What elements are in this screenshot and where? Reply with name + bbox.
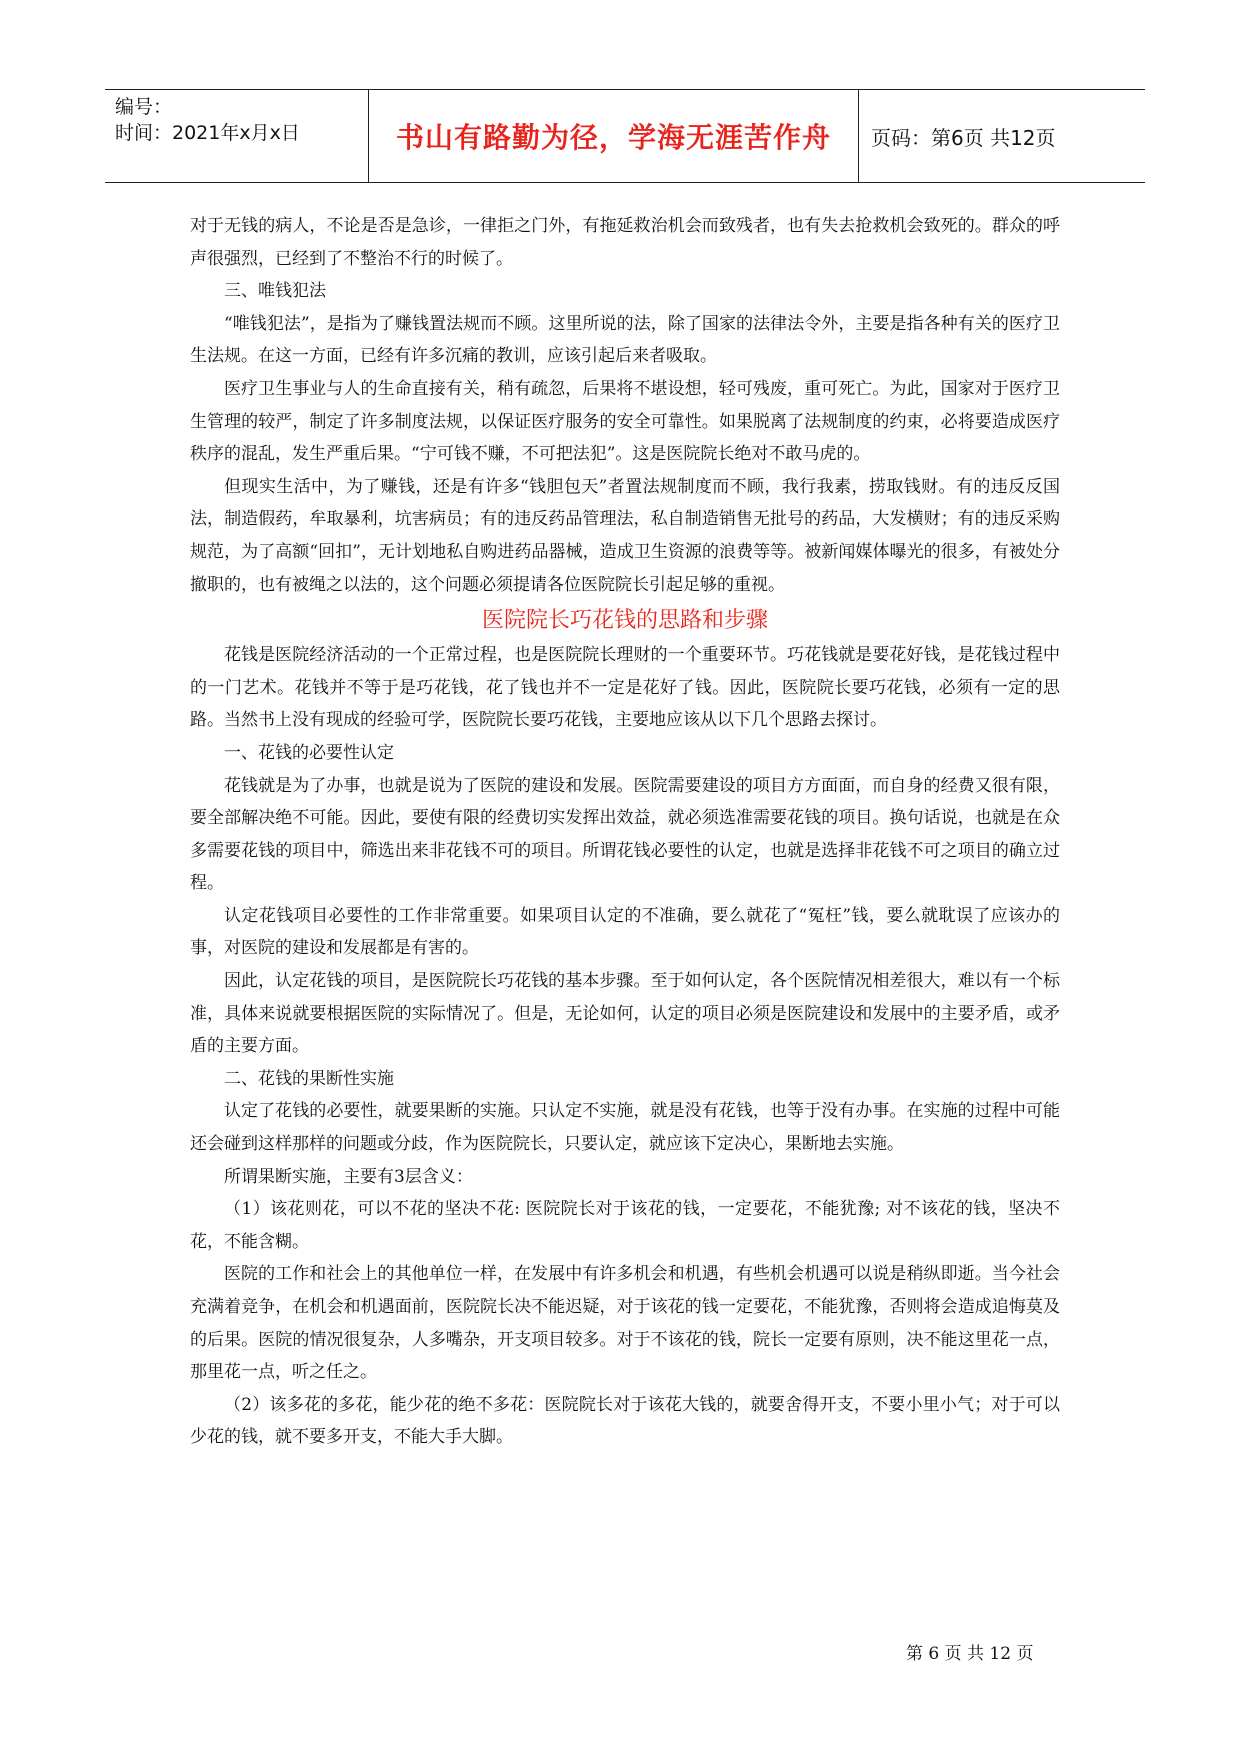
body-paragraph: 所谓果断实施，主要有3层含义： xyxy=(224,1166,473,1187)
body-paragraph: 花钱是医院经济活动的一个正常过程，也是医院院长理财的一个重要环节。巧花钱就是要花好钱，是花钱过程中的一门艺术。花钱并不等于是巧花钱，花了钱也并不一定是花好了钱。因此，医院院长要巧花钱，必须有一定的思路。当然书上没有现成的经验可学，医院院长要巧花钱，主要地应该从以下几个思路去探讨。 xyxy=(190,645,1060,731)
time-label: 时间：2021年x月x日 xyxy=(115,122,300,144)
body-paragraph: 医院的工作和社会上的其他单位一样，在发展中有许多机会和机遇，有些机会机遇可以说是稍纵即逝。当今社会充满着竞争，在机会和机遇面前，医院院长决不能迟疑，对于该花的钱一定要花，不能犹豫，否则将会造成追悔莫及的后果。医院的情况很复杂，人多嘴杂，开支项目较多。对于不该花的钱，院长一定要有原则，决不能这里花一点，那里花一点，听之任之。 xyxy=(190,1264,1060,1383)
section-heading: 医院院长巧花钱的思路和步骤 xyxy=(481,608,768,634)
body-paragraph: “唯钱犯法”，是指为了赚钱置法规而不顾。这里所说的法，除了国家的法律法令外，主要是指各种有关的医疗卫生法规。在这一方面，已经有许多沉痛的教训，应该引起后来者吸取。 xyxy=(190,313,1060,367)
body-paragraph: 二、花钱的果断性实施 xyxy=(224,1068,394,1089)
document-body xyxy=(190,210,1060,1454)
body-paragraph: （1）该花则花，可以不花的坚决不花: 医院院长对于该花的钱，一定要花，不能犹豫; 对不该花的钱，坚决不花，不能含糊。 xyxy=(190,1199,1060,1252)
body-paragraph: 但现实生活中，为了赚钱，还是有许多“钱胆包天”者置法规制度而不顾，我行我素，捞取钱财。有的违反反国法，制造假药，牟取暴利，坑害病员；有的违反药品管理法，私自制造销售无批号的药品，大发横财；有的违反采购规范，为了高额“回扣”，无计划地私自购进药品器械，造成卫生资源的浪费等等。被新闻媒体曝光的很多，有被处分撤职的，也有被绳之以法的，这个问题必须提请各位医院院长引起足够的重视。 xyxy=(190,476,1060,595)
body-paragraph: 花钱就是为了办事，也就是说为了医院的建设和发展。医院需要建设的项目方方面面，而自身的经费又很有限，要全部解决绝不可能。因此，要使有限的经费切实发挥出效益，就必须选准需要花钱的项目。换句话说，也就是在众多需要花钱的项目中，筛选出来非花钱不可的项目。所谓花钱必要性的认定，也就是选择非花钱不可之项目的确立过程。 xyxy=(190,775,1060,894)
body-paragraph: 一、花钱的必要性认定 xyxy=(224,742,394,763)
page-label: 页码：第6页 共12页 xyxy=(871,125,1056,150)
page-header xyxy=(105,89,1145,183)
motto-text: 书山有路勤为径，学海无涯苦作舟 xyxy=(395,121,831,154)
body-paragraph: 三、唯钱犯法 xyxy=(224,281,326,302)
body-paragraph: 医疗卫生事业与人的生命直接有关，稍有疏忽，后果将不堪设想，轻可残废，重可死亡。为此，国家对于医疗卫生管理的较严，制定了许多制度法规，以保证医疗服务的安全可靠性。如果脱离了法规制度的约束，必将要造成医疗秩序的混乱，发生严重后果。“宁可钱不赚，不可把法犯”。这是医院院长绝对不敢马虎的。 xyxy=(190,378,1060,465)
header-left-cell xyxy=(105,90,369,182)
body-paragraph: 认定了花钱的必要性，就要果断的实施。只认定不实施，就是没有花钱，也等于没有办事。在实施的过程中可能还会碰到这样那样的问题或分歧，作为医院院长，只要认定，就应该下定决心，果断地去实施。 xyxy=(190,1101,1060,1155)
header-page-cell xyxy=(859,90,1145,182)
body-paragraph: （2）该多花的多花，能少花的绝不多花：医院院长对于该花大钱的，就要舍得开支，不要小里小气；对于可以少花的钱，就不要多开支，不能大手大脚。 xyxy=(190,1394,1060,1448)
header-motto-cell xyxy=(369,90,859,182)
body-paragraph: 因此，认定花钱的项目，是医院院长巧花钱的基本步骤。至于如何认定，各个医院情况相差很大，难以有一个标准，具体来说就要根据医院的实际情况了。但是，无论如何，认定的项目必须是医院建设和发展中的主要矛盾，或矛盾的主要方面。 xyxy=(190,971,1060,1057)
number-label: 编号： xyxy=(115,96,173,118)
body-paragraph: 对于无钱的病人，不论是否是急诊，一律拒之门外，有拖延救治机会而致残者，也有失去抢救机会致死的。群众的呼声很强烈，已经到了不整治不行的时候了。 xyxy=(190,216,1060,269)
body-paragraph: 认定花钱项目必要性的工作非常重要。如果项目认定的不准确，要么就花了“冤枉”钱，要么就耽误了应该办的事，对医院的建设和发展都是有害的。 xyxy=(190,905,1060,959)
page-footer: 第 6 页 共 12 页 xyxy=(906,1644,1034,1664)
